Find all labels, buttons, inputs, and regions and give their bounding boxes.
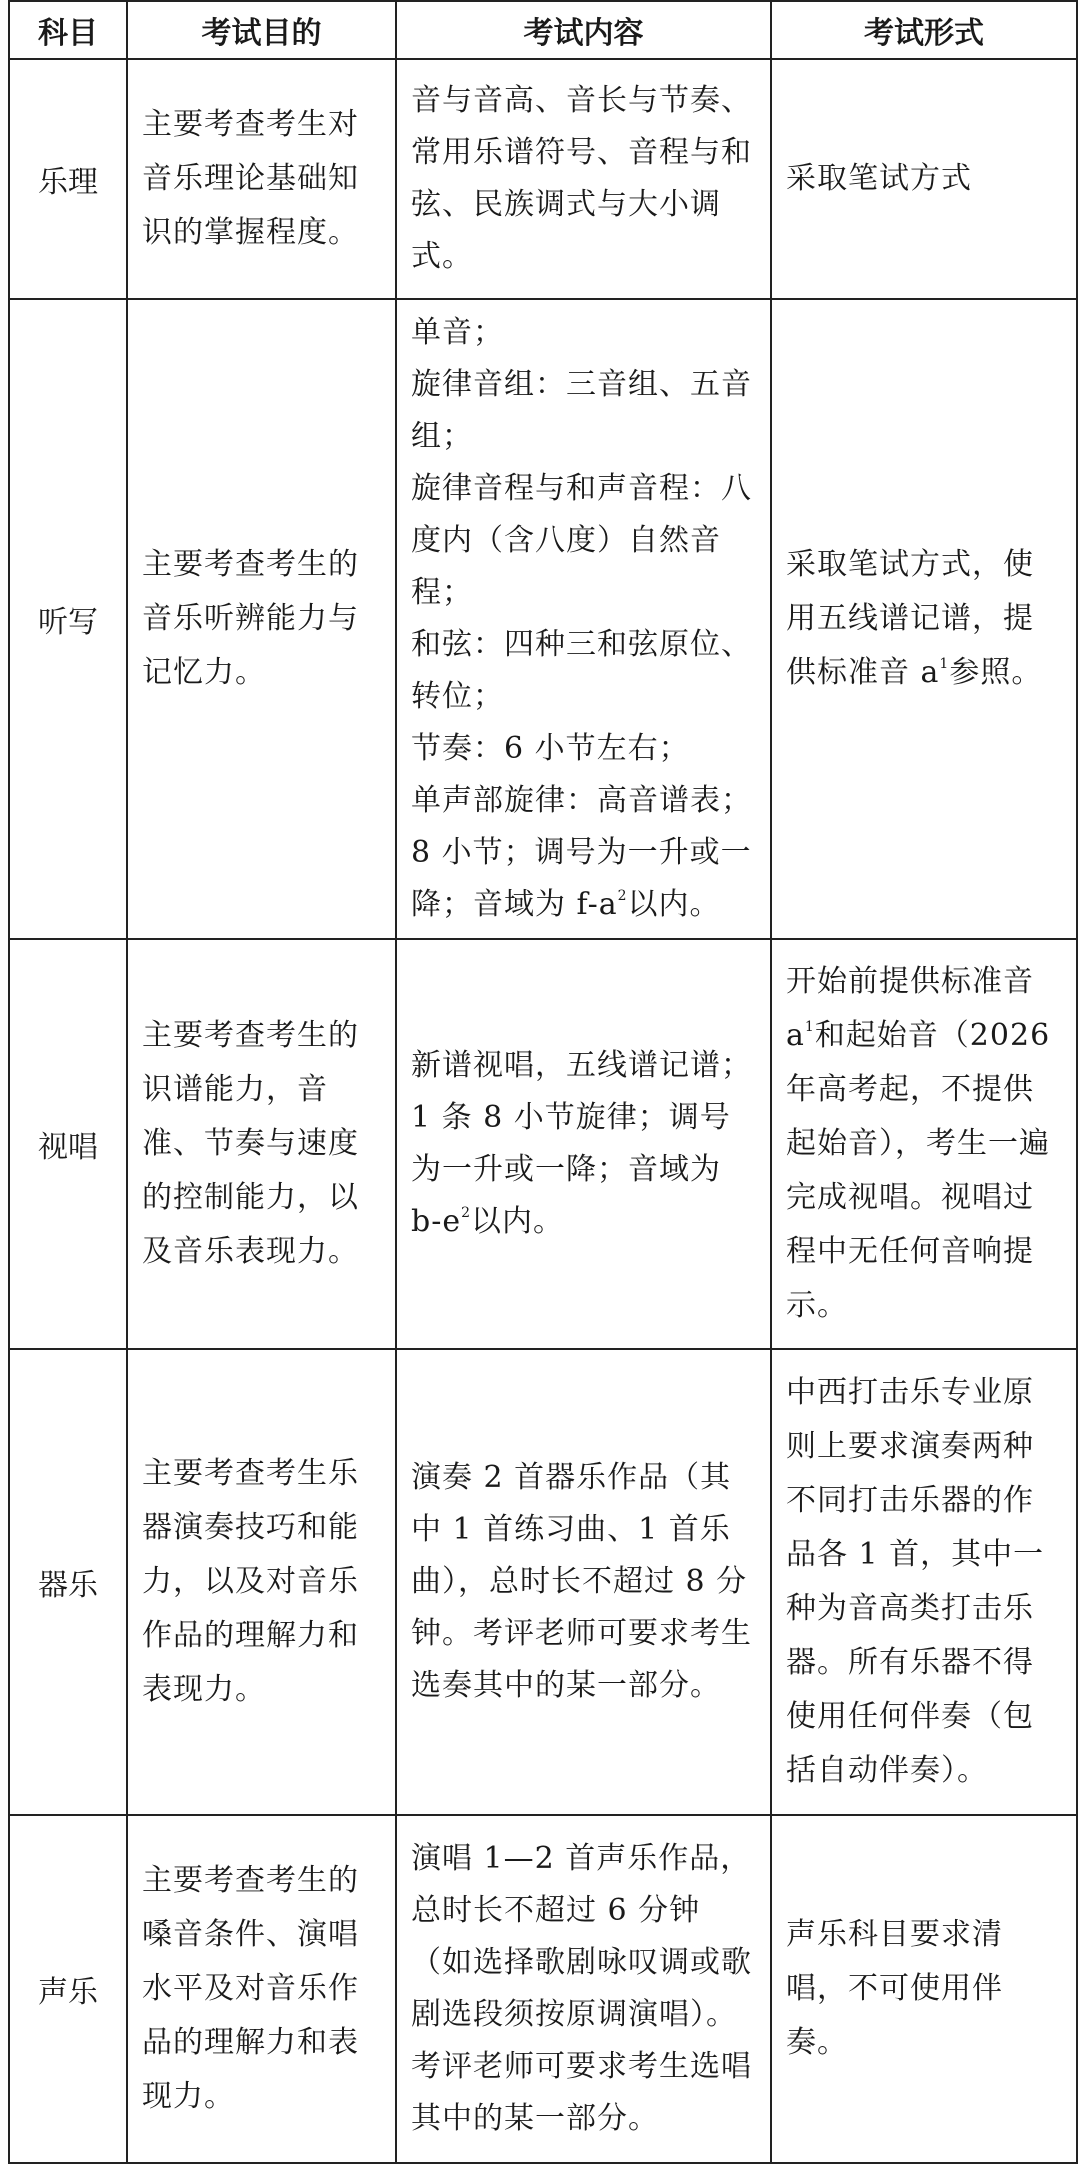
content-cell bbox=[396, 1815, 771, 2163]
table-row bbox=[9, 1815, 1077, 2163]
content-line bbox=[411, 1040, 756, 1248]
form-cell bbox=[771, 1815, 1077, 2163]
purpose-cell bbox=[127, 939, 396, 1349]
form-text: 声乐科目要求清唱，不可使用伴奏。 bbox=[786, 1917, 1003, 2060]
subject-cell bbox=[9, 1815, 127, 2163]
exam-subjects-table bbox=[8, 0, 1078, 2164]
purpose-cell bbox=[127, 1349, 396, 1815]
form-text-post: 参照。 bbox=[949, 655, 1043, 690]
subject-label: 乐理 bbox=[38, 165, 98, 200]
content-cell bbox=[396, 1349, 771, 1815]
table-row bbox=[9, 59, 1077, 299]
form-text-pre: 采取笔试方式，使用五线谱记谱，提供标准音 a bbox=[786, 547, 1034, 690]
form-cell bbox=[771, 299, 1077, 939]
content-line: 单音； bbox=[411, 315, 504, 350]
table-row bbox=[9, 939, 1077, 1349]
subject-label: 声乐 bbox=[38, 1975, 98, 2010]
subject-cell bbox=[9, 299, 127, 939]
content-cell bbox=[396, 299, 771, 939]
content-text: 以内。 bbox=[471, 1204, 565, 1239]
content-text: 新谱视唱，五线谱记谱；1 条 8 小节旋律；调号为一升或一降；音域为 b-e bbox=[411, 1048, 752, 1239]
form-text-post: 和起始音（2026 年高考起，不提供起始音），考生一遍完成视唱。视唱过程中无任何音响提示。 bbox=[786, 1018, 1051, 1323]
subject-label: 视唱 bbox=[38, 1130, 98, 1165]
superscript: 2 bbox=[617, 888, 628, 904]
superscript: 1 bbox=[939, 656, 950, 672]
header-content: 考试内容 bbox=[396, 1, 771, 59]
purpose-text: 主要考查考生的嗓音条件、演唱水平及对音乐作品的理解力和表现力。 bbox=[142, 1863, 359, 2114]
form-cell bbox=[771, 939, 1077, 1349]
purpose-cell bbox=[127, 59, 396, 299]
form-text bbox=[786, 538, 1062, 700]
superscript: 1 bbox=[804, 1019, 815, 1035]
subject-cell bbox=[9, 939, 127, 1349]
subject-cell bbox=[9, 59, 127, 299]
header-purpose: 考试目的 bbox=[127, 1, 396, 59]
content-line: 节奏：6 小节左右； bbox=[411, 731, 690, 766]
content-line: 演唱 1—2 首声乐作品，总时长不超过 6 分钟（如选择歌剧咏叹调或歌剧选段须按原调演唱）。考评老师可要求考生选唱其中的某一部分。 bbox=[411, 1841, 752, 2136]
purpose-cell bbox=[127, 299, 396, 939]
subject-label: 器乐 bbox=[38, 1568, 98, 1603]
table-row bbox=[9, 1349, 1077, 1815]
header-subject: 科目 bbox=[9, 1, 127, 59]
form-text: 采取笔试方式 bbox=[786, 161, 972, 196]
form-text bbox=[786, 955, 1062, 1333]
header-form: 考试形式 bbox=[771, 1, 1077, 59]
content-line: 演奏 2 首器乐作品（其中 1 首练习曲、1 首乐曲），总时长不超过 8 分钟。考评老师可要求考生选奏其中的某一部分。 bbox=[411, 1460, 752, 1703]
table-row bbox=[9, 299, 1077, 939]
subject-label: 听写 bbox=[38, 605, 98, 640]
content-line: 和弦：四种三和弦原位、转位； bbox=[411, 627, 752, 714]
subject-cell bbox=[9, 1349, 127, 1815]
purpose-text: 主要考查考生乐器演奏技巧和能力，以及对音乐作品的理解力和表现力。 bbox=[142, 1456, 359, 1707]
form-cell bbox=[771, 59, 1077, 299]
table-header-row bbox=[9, 1, 1077, 59]
superscript: 2 bbox=[461, 1205, 472, 1221]
form-text: 中西打击乐专业原则上要求演奏两种不同打击乐器的作品各 1 首，其中一种为音高类打击乐器。所有乐器不得使用任何伴奏（包括自动伴奏）。 bbox=[786, 1375, 1045, 1788]
content-cell bbox=[396, 59, 771, 299]
content-line: 音与音高、音长与节奏、常用乐谱符号、音程与和弦、民族调式与大小调式。 bbox=[411, 83, 752, 274]
purpose-text: 主要考查考生的音乐听辨能力与记忆力。 bbox=[142, 547, 359, 690]
content-line: 旋律音程与和声音程：八度内（含八度）自然音程； bbox=[411, 471, 752, 610]
purpose-text: 主要考查考生对音乐理论基础知识的掌握程度。 bbox=[142, 107, 359, 250]
content-text: 以内。 bbox=[627, 887, 721, 922]
content-text: 单声部旋律：高音谱表；8 小节；调号为一升或一降；音域为 f-a bbox=[411, 783, 752, 922]
form-cell bbox=[771, 1349, 1077, 1815]
form-text-pre: 开始前提供标准音 a bbox=[786, 964, 1034, 1053]
content-line: 旋律音组：三音组、五音组； bbox=[411, 367, 752, 454]
purpose-text: 主要考查考生的识谱能力，音准、节奏与速度的控制能力，以及音乐表现力。 bbox=[142, 1018, 359, 1269]
content-cell bbox=[396, 939, 771, 1349]
content-line bbox=[411, 775, 756, 931]
purpose-cell bbox=[127, 1815, 396, 2163]
